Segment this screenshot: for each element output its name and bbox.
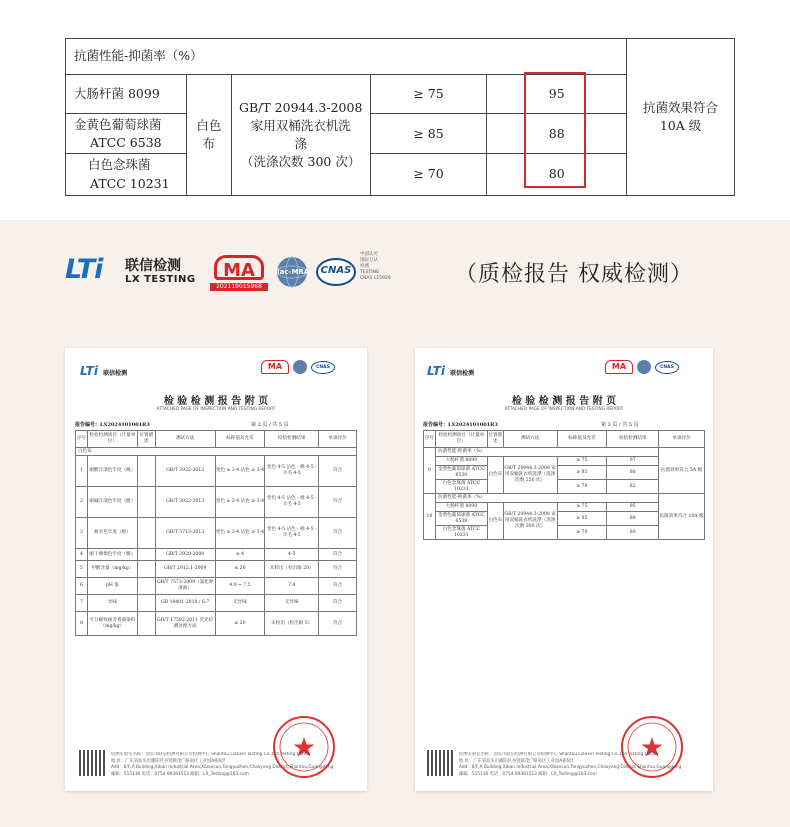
qr-code — [427, 750, 453, 776]
th-no: 序号 — [424, 431, 436, 448]
cell-spec: ≤ 20 — [215, 612, 265, 636]
report-subtitle: ATTACHED PAGE OF INSPECTION AND TESTING REPORT — [156, 407, 276, 412]
cnas-caption — [360, 252, 391, 282]
cell-method: GB/T 20944.3-2008 家用双桶洗衣机洗涤（洗涤次数 250 次） — [503, 457, 557, 494]
cell-spec: ≥ 4 — [215, 549, 265, 561]
cell-result: 变色 4-5 沾色 - 棉 4-5 - 羊毛 4-5 — [265, 456, 319, 487]
report-table-page-3 — [423, 430, 705, 540]
cell-spec: ≥ 85 — [557, 512, 607, 526]
section-label: 抗菌性能-抑菌率（%） — [435, 494, 658, 503]
sample-line-2: 布 — [202, 135, 216, 151]
sheet-cma-mark: MA — [261, 360, 289, 374]
cell-no: 9 — [424, 448, 436, 494]
group-label: 白色布 — [76, 448, 357, 456]
footer-line-3: Add：6/F,A Building,Xiban Industrial Area,Xibancun,Tongyuzhen,Chaoyang District,Shantou,Guangdong — [111, 765, 334, 770]
cell-no: 2 — [76, 487, 88, 518]
cell-spec: 无异味 — [215, 595, 265, 612]
cell-result: 变色 4-5 沾色 - 棉 4-5 - 羊毛 4-5 — [265, 487, 319, 518]
th-result: 检验检测结果 — [265, 431, 319, 448]
brand-name-en: LX TESTING — [125, 274, 196, 285]
cell-position — [137, 518, 155, 549]
cell-no: 8 — [76, 612, 88, 636]
sheet-cma-mark: MA — [605, 360, 633, 374]
result-cell-3: 80 — [487, 154, 627, 196]
th-method: 测试方法 — [503, 431, 557, 448]
cell-result: 82 — [607, 480, 659, 494]
result-highlight-box — [524, 72, 586, 188]
cell-eval: 符合 — [319, 456, 357, 487]
cell-item: 耐碱汗渍色牢度（级） — [87, 487, 137, 518]
sheet-logo-mark: LTi — [80, 364, 98, 378]
report-title: 检 验 检 测 报 告 附 页 — [163, 396, 269, 407]
cnas-caption-1: 中国认可 — [360, 252, 378, 257]
cell-organism: 大肠杆菌 8099 — [435, 457, 487, 466]
sheet-cnas-mark: CNAS — [655, 361, 679, 374]
sheet-cnas-mark: CNAS — [311, 361, 335, 374]
organism-cell-3 — [66, 154, 187, 196]
cell-spec: ≤ 20 — [215, 561, 265, 578]
footer-line-2: 地 址：广东省汕头市潮阳区谷饶镇茂广路南区工业园A栋6层 — [459, 758, 574, 764]
cell-item: 耐水色牢度（级） — [87, 518, 137, 549]
th-spec: 标称值及允差 — [557, 431, 607, 448]
cell-method: GB/T 3922-2013 — [155, 487, 215, 518]
cell-method: GB/T 20944.3-2008 家用双桶洗衣机洗涤（洗涤次数 300 次） — [503, 503, 557, 540]
requirement-cell-2: ≥ 85 — [370, 114, 487, 154]
page-indicator: 第 2 页 / 共 5 页 — [251, 422, 289, 428]
cell-conclusion: 抗菌效果符合 5A 级 — [659, 448, 705, 494]
th-eval: 单项评价 — [659, 431, 705, 448]
organism-2-line-1: 金黄色葡萄球菌 — [74, 116, 162, 132]
cell-method: GB 18401-2010 / 6.7 — [155, 595, 215, 612]
table-row — [76, 487, 357, 518]
report-sheet-page-3 — [415, 348, 713, 791]
cell-spec: ≥ 75 — [557, 503, 607, 512]
sheet-accreditation-logos — [261, 360, 351, 374]
organism-cell-1: 大肠杆菌 8099 — [66, 74, 187, 114]
cell-spec: 变色 ≥ 3-4 沾色 ≥ 3-4 — [215, 518, 265, 549]
cell-position — [137, 561, 155, 578]
table-row — [76, 561, 357, 578]
cnas-caption-3: 检测 — [360, 264, 369, 269]
cnas-caption-2: 国际互认 — [360, 258, 378, 263]
cell-no: 4 — [76, 549, 88, 561]
sheet-brand-logo — [427, 360, 474, 379]
cell-spec: 4.0 ~ 7.5 — [215, 578, 265, 595]
th-item: 检验检测项目（计量单位） — [87, 431, 137, 448]
footer-lines — [459, 752, 707, 778]
cell-spec: ≥ 85 — [557, 466, 607, 480]
cell-method: GB/T 5713-2013 — [155, 518, 215, 549]
cell-no: 5 — [76, 561, 88, 578]
result-cell-2: 88 — [487, 114, 627, 154]
organism-2-line-2: ATCC 6538 — [90, 134, 162, 150]
cell-result: 88 — [607, 466, 659, 480]
th-position: 位置描述 — [137, 431, 155, 448]
organism-3-line-1: 白色念珠菌 — [88, 157, 151, 173]
th-eval: 单项评价 — [319, 431, 357, 448]
cell-sample: 白色布 — [487, 457, 503, 494]
cnas-caption-5: CNAS L15929 — [360, 276, 391, 281]
requirement-cell-3: ≥ 70 — [370, 154, 487, 196]
footer-lines — [111, 752, 361, 778]
cell-result: 未检出（检出限 20） — [265, 561, 319, 578]
footer-line-2: 地 址：广东省汕头市潮阳区谷饶镇茂广路南区工业园A栋6层 — [111, 758, 226, 764]
cell-position — [137, 612, 155, 636]
sample-cell — [186, 74, 231, 195]
report-sheet-page-2 — [65, 348, 367, 791]
cell-eval: 符合 — [319, 549, 357, 561]
footer-line-3: Add：6/F,A Building,Xiban Industrial Area,Xibancun,Tongyuzhen,Chaoyang District,Shantou,Guangdong — [459, 765, 682, 770]
cell-eval: 符合 — [319, 612, 357, 636]
table-row — [76, 578, 357, 595]
cell-item: 耐酸汗渍色牢度（级） — [87, 456, 137, 487]
table-row — [76, 549, 357, 561]
section-title: 抗菌性能-抑菌率（%） — [66, 39, 627, 75]
method-line-1: GB/T 20944.3-2008 — [238, 99, 363, 115]
sheet-brand-name: 联信检测 — [103, 370, 128, 377]
cell-result: 88 — [607, 512, 659, 526]
result-table-card — [0, 0, 790, 220]
conclusion-line-2: 10A 级 — [659, 118, 702, 133]
cell-no: 3 — [76, 518, 88, 549]
report-table-page-2 — [75, 430, 357, 636]
slogan: （质检报告 权威检测） — [455, 262, 693, 287]
sheet-accreditation-logos — [605, 360, 695, 374]
table-row — [76, 595, 357, 612]
table-row — [76, 456, 357, 487]
cell-spec: ≥ 75 — [557, 457, 607, 466]
sheet-ilac-icon — [637, 360, 651, 374]
cell-method: GB/T 7573-2009（氯化钾溶液） — [155, 578, 215, 595]
cell-conclusion: 抗菌效果符合 10A 级 — [659, 494, 705, 540]
result-cell-1: 95 — [487, 74, 627, 114]
table-row — [76, 612, 357, 636]
ilac-label: ilac-MRA — [274, 268, 310, 276]
footer-line-4: 邮编：515136 电话：0754-89361513 邮箱：LX_Testing@163.com — [111, 771, 249, 777]
cell-position — [137, 456, 155, 487]
cell-item: pH 值 — [87, 578, 137, 595]
cell-result: 95 — [607, 503, 659, 512]
sheet-brand-logo — [80, 360, 127, 379]
sheet-logo-mark: LTi — [427, 364, 445, 378]
method-cell — [231, 74, 370, 195]
organism-3-line-2: ATCC 10231 — [90, 175, 170, 191]
cnas-logo — [316, 257, 356, 287]
cell-eval: 符合 — [319, 578, 357, 595]
cell-method: GB/T 3920-2008 — [155, 549, 215, 561]
cell-position — [137, 595, 155, 612]
footer-line-4: 邮编：515136 电话：0754-89361513 邮箱：LX_Testing@163.com — [459, 771, 597, 777]
report-subtitle: ATTACHED PAGE OF INSPECTION AND TESTING REPORT — [504, 407, 624, 412]
cell-spec: ≥ 70 — [557, 526, 607, 540]
cell-organism: 大肠杆菌 8099 — [435, 503, 487, 512]
cell-organism: 金黄色葡萄球菌 ATCC 6538 — [435, 466, 487, 480]
requirement-cell-1: ≥ 75 — [370, 74, 487, 114]
qr-code — [79, 750, 105, 776]
cell-no: 7 — [76, 595, 88, 612]
cell-eval: 符合 — [319, 595, 357, 612]
cell-eval: 符合 — [319, 561, 357, 578]
th-spec: 标称值及允差 — [215, 431, 265, 448]
cell-result: 7.4 — [265, 578, 319, 595]
cell-result: 未检出（检出限 5） — [265, 612, 319, 636]
section-label: 抗菌性能-抑菌率（%） — [435, 448, 658, 457]
cell-no: 1 — [76, 456, 88, 487]
cell-organism: 白色念珠菌 ATCC 10231 — [435, 480, 487, 494]
th-result: 检验检测结果 — [607, 431, 659, 448]
conclusion-line-1: 抗菌效果符合 — [643, 99, 719, 115]
cell-position — [137, 549, 155, 561]
cell-result: 变色 4-5 沾色 - 棉 4-5 - 羊毛 4-5 — [265, 518, 319, 549]
cell-item: 耐干摩擦色牢度（级） — [87, 549, 137, 561]
method-line-4: （洗涤次数 300 次） — [241, 153, 361, 169]
ilac-mra-logo — [273, 256, 311, 292]
th-method: 测试方法 — [155, 431, 215, 448]
cell-spec: 变色 ≥ 3-4 沾色 ≥ 3-4 — [215, 456, 265, 487]
report-title: 检 验 检 测 报 告 附 页 — [511, 396, 617, 407]
lti-logo-mark: LTi — [65, 254, 103, 285]
cell-organism: 金黄色葡萄球菌 ATCC 6538 — [435, 512, 487, 526]
cell-spec: ≥ 70 — [557, 480, 607, 494]
cell-sample: 白色布 — [487, 503, 503, 540]
cell-method: GB/T 2912.1-2009 — [155, 561, 215, 578]
footer-line-1: 检测实验室名称：汕头市联信检测有限公司检测中心 Shantou Lianxin Testing Co.,Ltd Testing Center — [111, 752, 312, 757]
table-row — [76, 518, 357, 549]
method-line-3: 涤 — [294, 135, 307, 151]
report-number: 报告编号：LX2024101001R3 — [75, 422, 150, 428]
cell-item: 异味 — [87, 595, 137, 612]
cma-logo — [210, 255, 268, 293]
footer-line-1: 检测实验室名称：汕头市联信检测有限公司检测中心 Shantou Lianxin Testing Co.,Ltd Testing Center — [459, 752, 660, 757]
cell-position — [137, 487, 155, 518]
brand-name-cn: 联信检测 — [125, 258, 181, 274]
method-line-2: 家用双桶洗衣机洗 — [250, 117, 351, 133]
sample-line-1: 白色 — [196, 117, 222, 133]
cma-number: 202119015968 — [210, 283, 268, 291]
th-no: 序号 — [76, 431, 88, 448]
organism-cell-2 — [66, 114, 187, 154]
sheet-brand-name: 联信检测 — [450, 370, 475, 377]
cell-no: 6 — [76, 578, 88, 595]
page-indicator: 第 3 页 / 共 5 页 — [601, 422, 639, 428]
antibacterial-result-table — [65, 38, 735, 196]
cell-result: 无异味 — [265, 595, 319, 612]
cell-result: 4-5 — [265, 549, 319, 561]
cma-mark: MA — [214, 255, 264, 280]
cell-organism: 白色念珠菌 ATCC 10231 — [435, 526, 487, 540]
cell-result: 80 — [607, 526, 659, 540]
cell-eval: 符合 — [319, 487, 357, 518]
report-number: 报告编号：LX2024101001R3 — [423, 422, 498, 428]
cell-position — [137, 578, 155, 595]
cell-result: 97 — [607, 457, 659, 466]
cell-method: GB/T 17592-2011 荧光检测处理方法 — [155, 612, 215, 636]
cell-eval: 符合 — [319, 518, 357, 549]
cnas-caption-4: TESTING — [360, 270, 380, 275]
cell-item: 可分解致癌芳香胺染料（mg/kg） — [87, 612, 137, 636]
lx-testing-logo — [65, 254, 200, 288]
conclusion-cell — [627, 39, 735, 196]
cell-spec: 变色 ≥ 3-4 沾色 ≥ 3-4 — [215, 487, 265, 518]
th-item: 检验检测项目（计量单位） — [435, 431, 487, 448]
th-position: 位置描述 — [487, 431, 503, 448]
cell-method: GB/T 3922-2013 — [155, 456, 215, 487]
cnas-label: CNAS — [320, 265, 352, 276]
sheet-ilac-icon — [293, 360, 307, 374]
cell-no: 10 — [424, 494, 436, 540]
cell-item: 甲醛含量（mg/kg） — [87, 561, 137, 578]
